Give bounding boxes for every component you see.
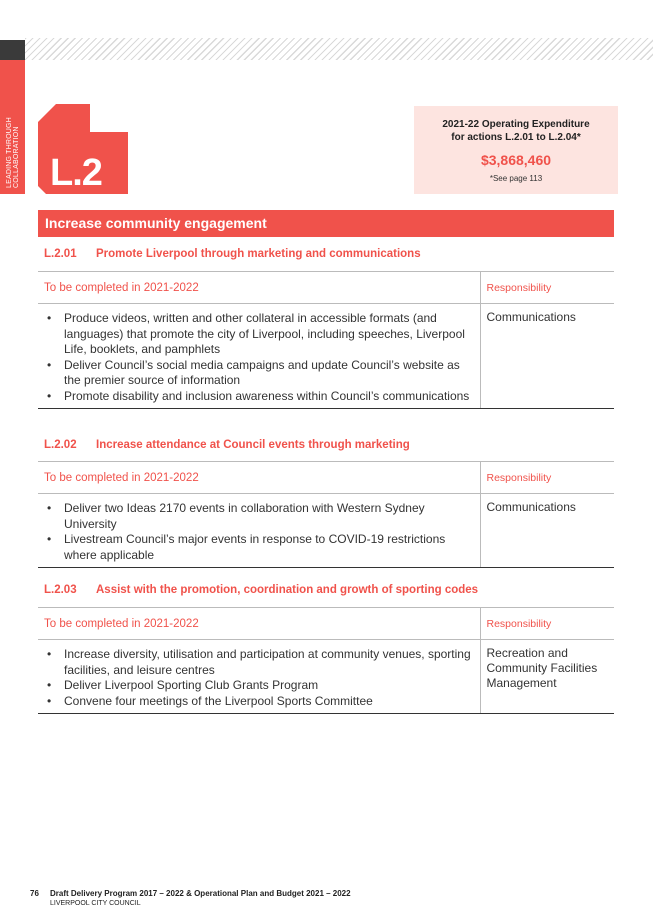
- responsibility-line: Communications: [486, 310, 576, 324]
- action-items-list: [44, 501, 472, 563]
- action-title: Increase attendance at Council events through marketing: [96, 439, 410, 451]
- action-items-cell: [38, 640, 480, 714]
- list-item: • Deliver Liverpool Sporting Club Grants Program: [44, 678, 472, 694]
- side-tab-label-line2: COLLABORATION: [13, 126, 20, 188]
- action-heading: [44, 439, 410, 451]
- action-heading: [44, 248, 421, 260]
- decorative-hatch-band: [25, 38, 653, 60]
- list-item: • Convene four meetings of the Liverpool Sports Committee: [44, 694, 472, 710]
- budget-title-line2: for actions L.2.01 to L.2.04*: [451, 132, 581, 143]
- responsibility-header: Responsibility: [480, 272, 614, 304]
- section-title: Increase community engagement: [38, 210, 614, 237]
- action-table: [38, 607, 614, 714]
- responsibility-cell: [480, 494, 614, 568]
- timeframe-header: To be completed in 2021-2022: [38, 272, 480, 304]
- page-number: 76: [30, 889, 39, 898]
- badge-label: L.2: [50, 152, 102, 194]
- responsibility-header: Responsibility: [480, 608, 614, 640]
- action-items-cell: [38, 304, 480, 409]
- budget-amount: $3,868,460: [480, 152, 552, 168]
- responsibility-line: Community Facilities: [486, 661, 598, 675]
- responsibility-line: Communications: [486, 500, 576, 514]
- side-tab-label: [6, 66, 20, 188]
- footer-org-name: LIVERPOOL CITY COUNCIL: [50, 900, 141, 907]
- budget-note: *See page 113: [489, 174, 543, 183]
- responsibility-cell: [480, 304, 614, 409]
- footer-doc-title: Draft Delivery Program 2017 – 2022 & Operational Plan and Budget 2021 – 2022: [50, 889, 351, 898]
- action-items-cell: [38, 494, 480, 568]
- action-title: Promote Liverpool through marketing and communications: [96, 248, 421, 260]
- responsibility-line: Management: [486, 676, 557, 690]
- list-item: • Increase diversity, utilisation and participation at community venues, sporting facilities, and leisure centres: [44, 647, 472, 678]
- action-code: L.2.01: [44, 248, 77, 260]
- action-title: Assist with the promotion, coordination and growth of sporting codes: [96, 584, 479, 596]
- side-tab-label-line1: LEADING THROUGH: [6, 117, 13, 188]
- budget-title-line1: 2021-22 Operating Expenditure: [442, 119, 590, 130]
- responsibility-header: Responsibility: [480, 462, 614, 494]
- timeframe-header: To be completed in 2021-2022: [38, 608, 480, 640]
- budget-box: [414, 106, 618, 194]
- action-code: L.2.03: [44, 584, 77, 596]
- action-items-list: [44, 647, 472, 709]
- responsibility-line: Recreation and: [486, 646, 568, 660]
- action-table: [38, 461, 614, 568]
- action-items-list: [44, 311, 472, 404]
- list-item: • Produce videos, written and other collateral in accessible formats (and languages) that promote the city of Liverpool, including speeches, Liverpool Life, booklets, and pamphlets: [44, 311, 472, 358]
- responsibility-cell: [480, 640, 614, 714]
- list-item: • Promote disability and inclusion awareness within Council’s communications: [44, 389, 472, 405]
- list-item: • Deliver two Ideas 2170 events in collaboration with Western Sydney University: [44, 501, 472, 532]
- action-heading: [44, 584, 478, 596]
- side-tab-dark-block: [0, 40, 25, 60]
- list-item: • Deliver Council’s social media campaigns and update Council’s website as the premier source of information: [44, 358, 472, 389]
- action-table: [38, 271, 614, 409]
- timeframe-header: To be completed in 2021-2022: [38, 462, 480, 494]
- list-item: • Livestream Council’s major events in response to COVID-19 restrictions where applicable: [44, 532, 472, 563]
- section-badge: [38, 104, 128, 194]
- action-code: L.2.02: [44, 439, 77, 451]
- budget-title: [414, 118, 618, 144]
